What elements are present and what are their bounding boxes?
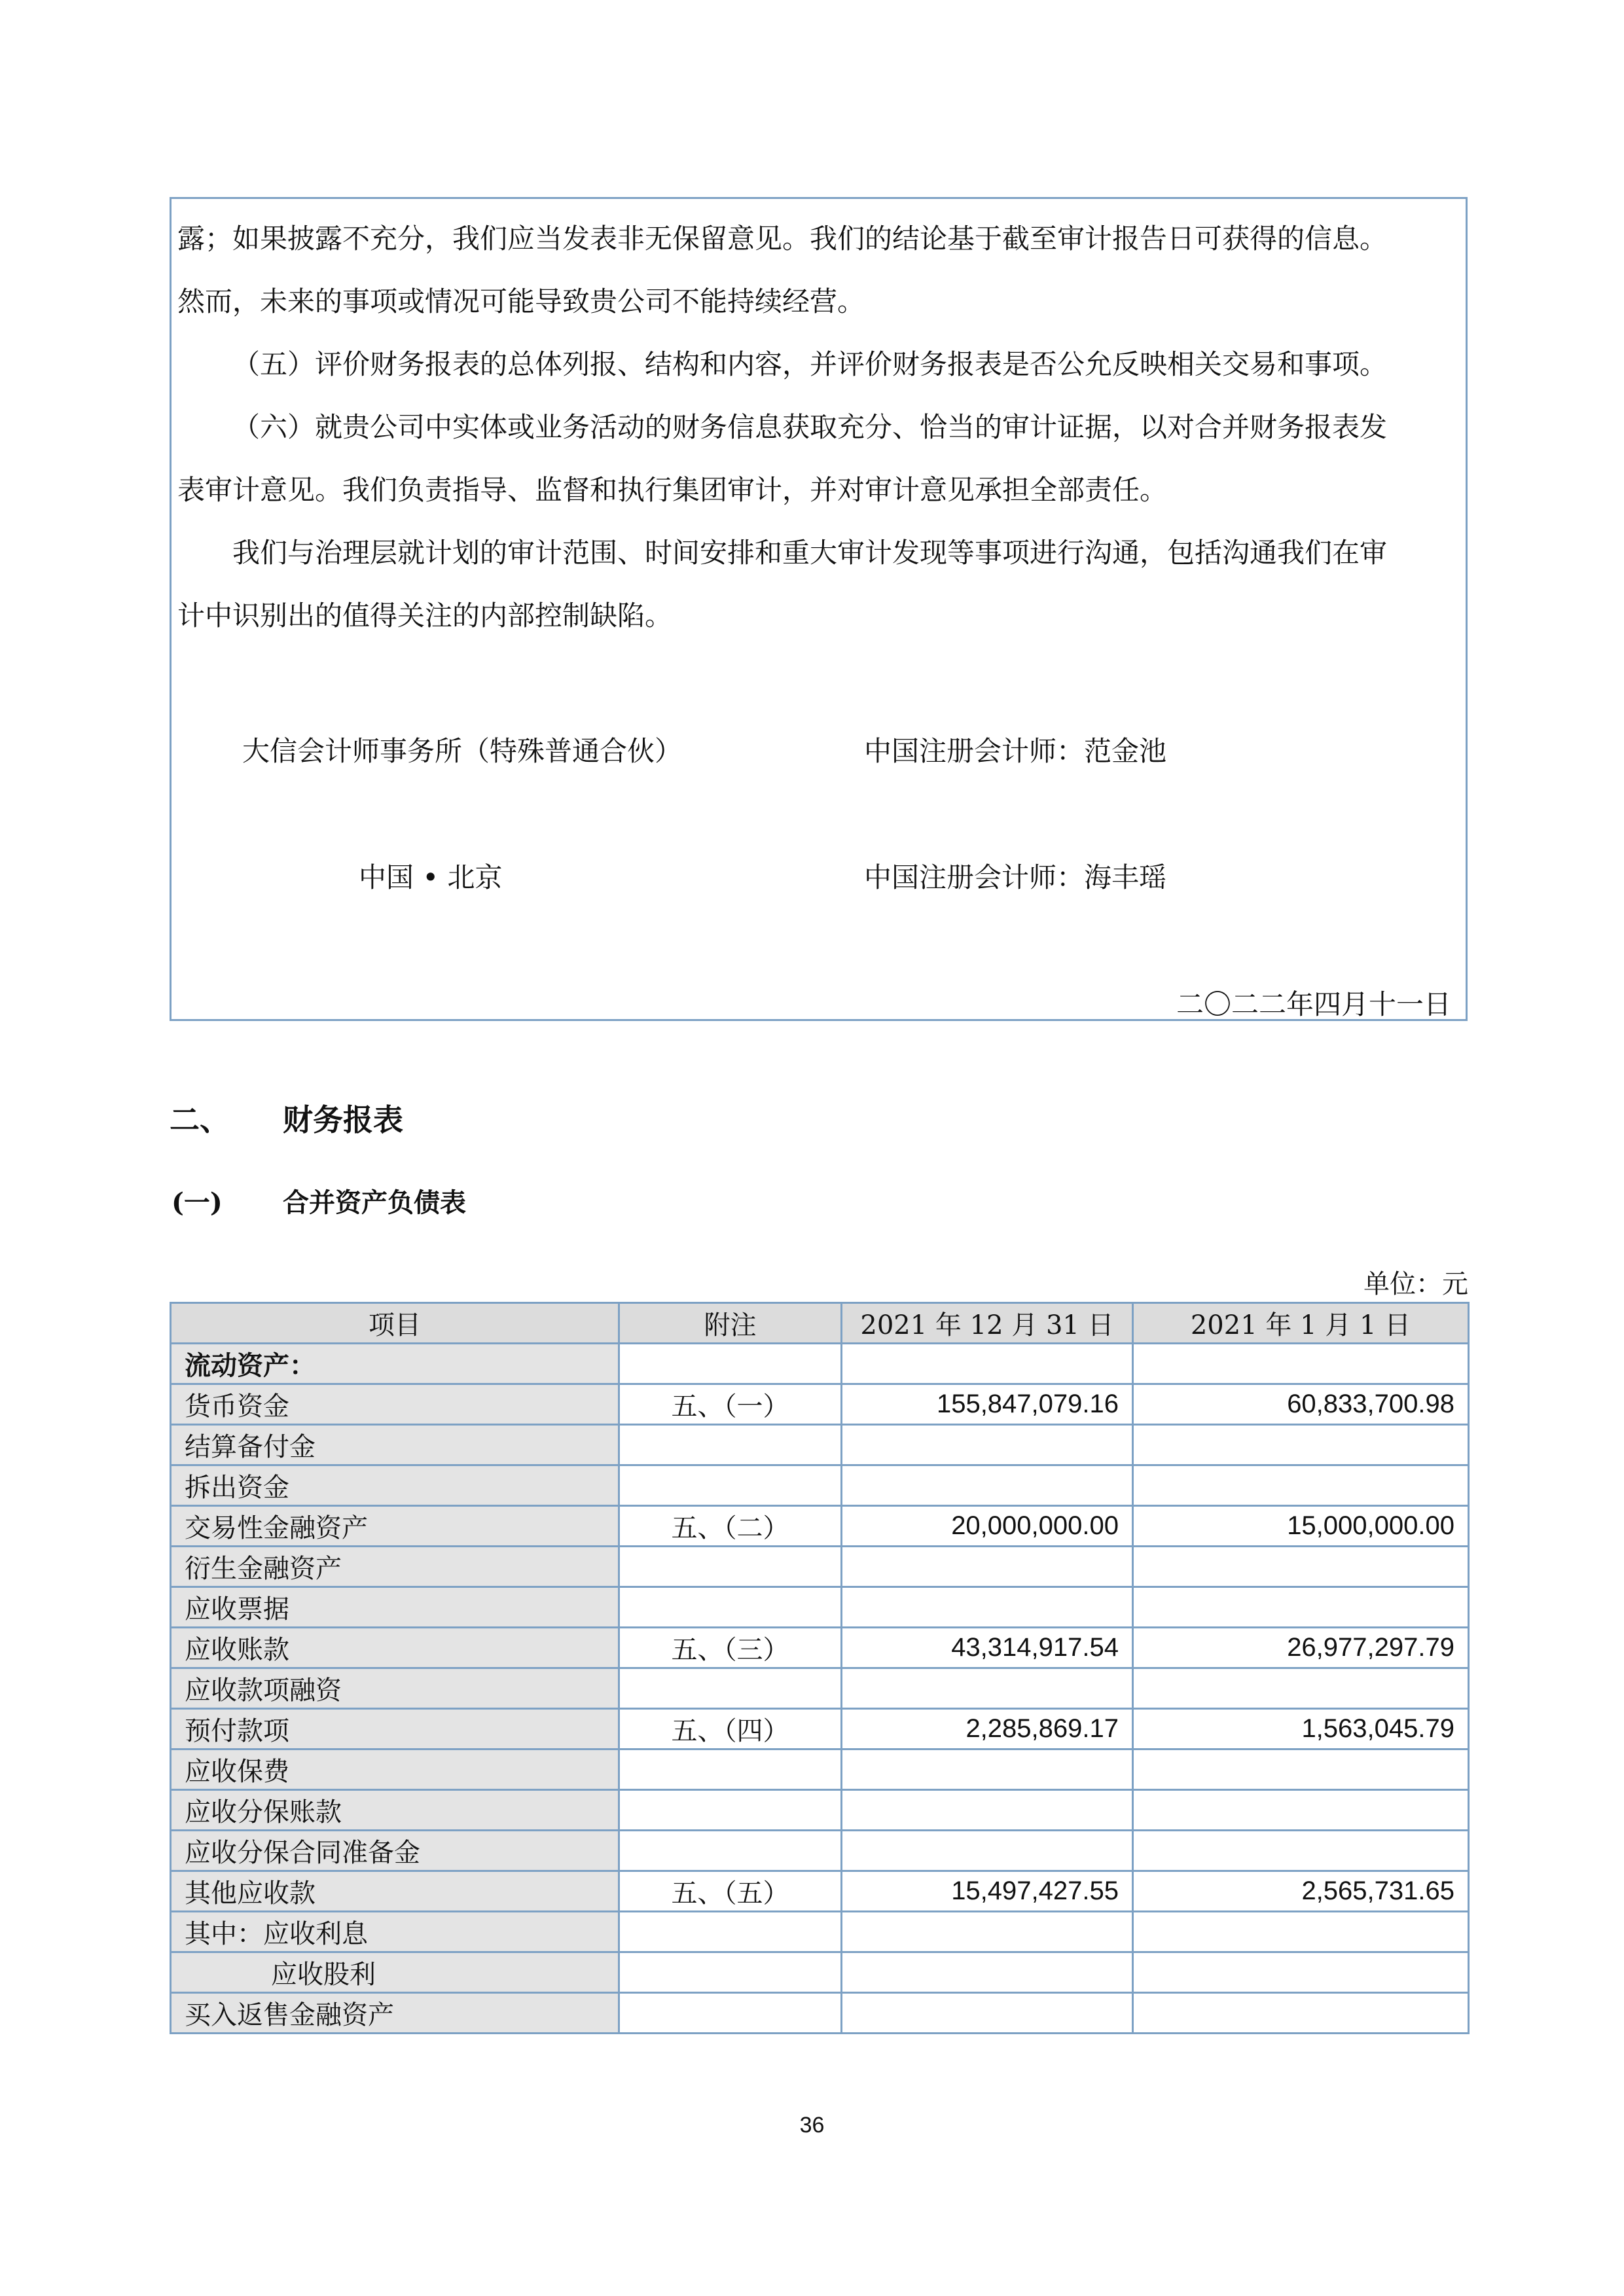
row-note: 五、（二）: [619, 1506, 842, 1547]
subsection-title: 合并资产负债表: [283, 1187, 466, 1218]
table-header-row: [171, 1303, 1469, 1344]
row-note: [619, 1993, 842, 2034]
table-row: [171, 1465, 1469, 1506]
row-begin-value: [1133, 1425, 1469, 1465]
row-label: 其中：应收利息: [171, 1912, 619, 1952]
table-row: [171, 1668, 1469, 1709]
row-note: [619, 1587, 842, 1628]
header-period-begin: 2021 年 1 月 1 日: [1133, 1303, 1469, 1344]
row-note: [619, 1668, 842, 1709]
row-end-value: [842, 1912, 1133, 1952]
balance-sheet-table: [170, 1302, 1470, 2034]
row-end-value: [842, 1587, 1133, 1628]
row-end-value: [842, 1993, 1133, 2034]
audit-paragraph-line: 我们与治理层就计划的审计范围、时间安排和重大审计发现等事项进行沟通，包括沟通我们在审: [232, 537, 1388, 569]
table-row: [171, 1344, 1469, 1384]
row-begin-value: [1133, 1912, 1469, 1952]
subsection-number: (一): [171, 1187, 223, 1218]
row-note: 五、（一）: [619, 1384, 842, 1425]
table-row: [171, 1749, 1469, 1790]
row-label: 应收款项融资: [171, 1668, 619, 1709]
header-period-end: 2021 年 12 月 31 日: [842, 1303, 1133, 1344]
row-end-value: [842, 1344, 1133, 1384]
row-note: [619, 1547, 842, 1587]
row-end-value: 15,497,427.55: [842, 1871, 1133, 1912]
row-label: 预付款项: [171, 1709, 619, 1749]
row-label: 应收分保合同准备金: [171, 1831, 619, 1871]
row-begin-value: [1133, 1344, 1469, 1384]
row-label: 买入返售金融资产: [171, 1993, 619, 2034]
row-end-value: [842, 1547, 1133, 1587]
table-row: [171, 1709, 1469, 1749]
section-number: 二、: [170, 1102, 230, 1138]
row-begin-value: 15,000,000.00: [1133, 1506, 1469, 1547]
row-label: 衍生金融资产: [171, 1547, 619, 1587]
row-note: [619, 1952, 842, 1993]
table-row: [171, 1547, 1469, 1587]
row-begin-value: [1133, 1749, 1469, 1790]
row-end-value: 20,000,000.00: [842, 1506, 1133, 1547]
row-label: 应收股利: [171, 1952, 619, 1993]
row-note: [619, 1425, 842, 1465]
page-number: 36: [799, 2113, 825, 2138]
row-begin-value: [1133, 1952, 1469, 1993]
report-date: 二〇二二年四月十一日: [1176, 988, 1451, 1020]
table-row: [171, 1425, 1469, 1465]
row-begin-value: [1133, 1790, 1469, 1831]
row-end-value: 155,847,079.16: [842, 1384, 1133, 1425]
table-row: [171, 1871, 1469, 1912]
audit-paragraph-line: 露；如果披露不充分，我们应当发表非无保留意见。我们的结论基于截至审计报告日可获得的信息。: [177, 223, 1388, 255]
row-note: [619, 1465, 842, 1506]
row-note: 五、（三）: [619, 1628, 842, 1668]
audit-paragraph-line: 计中识别出的值得关注的内部控制缺陷。: [177, 600, 673, 632]
row-note: 五、（五）: [619, 1871, 842, 1912]
row-end-value: 43,314,917.54: [842, 1628, 1133, 1668]
audit-paragraph-line: 表审计意见。我们负责指导、监督和执行集团审计，并对审计意见承担全部责任。: [177, 474, 1168, 506]
audit-firm-name: 大信会计师事务所（特殊普通合伙）: [242, 735, 683, 767]
header-note: 附注: [619, 1303, 842, 1344]
row-label: 其他应收款: [171, 1871, 619, 1912]
row-begin-value: 26,977,297.79: [1133, 1628, 1469, 1668]
row-begin-value: [1133, 1668, 1469, 1709]
audit-paragraph-line: （六）就贵公司中实体或业务活动的财务信息获取充分、恰当的审计证据，以对合并财务报表发: [232, 411, 1388, 443]
table-row: [171, 1384, 1469, 1425]
table-row: [171, 1790, 1469, 1831]
row-note: [619, 1749, 842, 1790]
table-row: [171, 1952, 1469, 1993]
row-note: [619, 1912, 842, 1952]
row-begin-value: 60,833,700.98: [1133, 1384, 1469, 1425]
row-end-value: [842, 1749, 1133, 1790]
row-note: 五、（四）: [619, 1709, 842, 1749]
row-label: 结算备付金: [171, 1425, 619, 1465]
row-end-value: [842, 1425, 1133, 1465]
row-begin-value: 2,565,731.65: [1133, 1871, 1469, 1912]
row-note: [619, 1831, 842, 1871]
row-begin-value: [1133, 1465, 1469, 1506]
row-begin-value: [1133, 1587, 1469, 1628]
row-end-value: [842, 1790, 1133, 1831]
cpa-signature-2: 中国注册会计师：海丰瑶: [864, 861, 1167, 893]
row-label: 交易性金融资产: [171, 1506, 619, 1547]
row-begin-value: [1133, 1547, 1469, 1587]
row-label: 流动资产：: [171, 1344, 619, 1384]
row-label: 应收账款: [171, 1628, 619, 1668]
row-note: [619, 1790, 842, 1831]
row-end-value: 2,285,869.17: [842, 1709, 1133, 1749]
row-begin-value: [1133, 1993, 1469, 2034]
row-begin-value: 1,563,045.79: [1133, 1709, 1469, 1749]
row-end-value: [842, 1831, 1133, 1871]
table-row: [171, 1993, 1469, 2034]
row-end-value: [842, 1952, 1133, 1993]
table-row: [171, 1628, 1469, 1668]
row-end-value: [842, 1465, 1133, 1506]
row-end-value: [842, 1668, 1133, 1709]
header-item: 项目: [171, 1303, 619, 1344]
table-row: [171, 1587, 1469, 1628]
row-label: 应收票据: [171, 1587, 619, 1628]
unit-label: 单位：元: [1363, 1269, 1468, 1299]
table-row: [171, 1831, 1469, 1871]
section-title: 财务报表: [283, 1102, 403, 1138]
row-label: 应收保费: [171, 1749, 619, 1790]
audit-location: 中国 • 北京: [359, 861, 503, 893]
row-label: 货币资金: [171, 1384, 619, 1425]
table-row: [171, 1912, 1469, 1952]
row-note: [619, 1344, 842, 1384]
row-label: 拆出资金: [171, 1465, 619, 1506]
audit-paragraph-line: （五）评价财务报表的总体列报、结构和内容，并评价财务报表是否公允反映相关交易和事项。: [232, 348, 1388, 380]
row-label: 应收分保账款: [171, 1790, 619, 1831]
table-row: [171, 1506, 1469, 1547]
row-begin-value: [1133, 1831, 1469, 1871]
cpa-signature-1: 中国注册会计师：范金池: [864, 735, 1167, 767]
audit-paragraph-line: 然而，未来的事项或情况可能导致贵公司不能持续经营。: [177, 285, 865, 317]
